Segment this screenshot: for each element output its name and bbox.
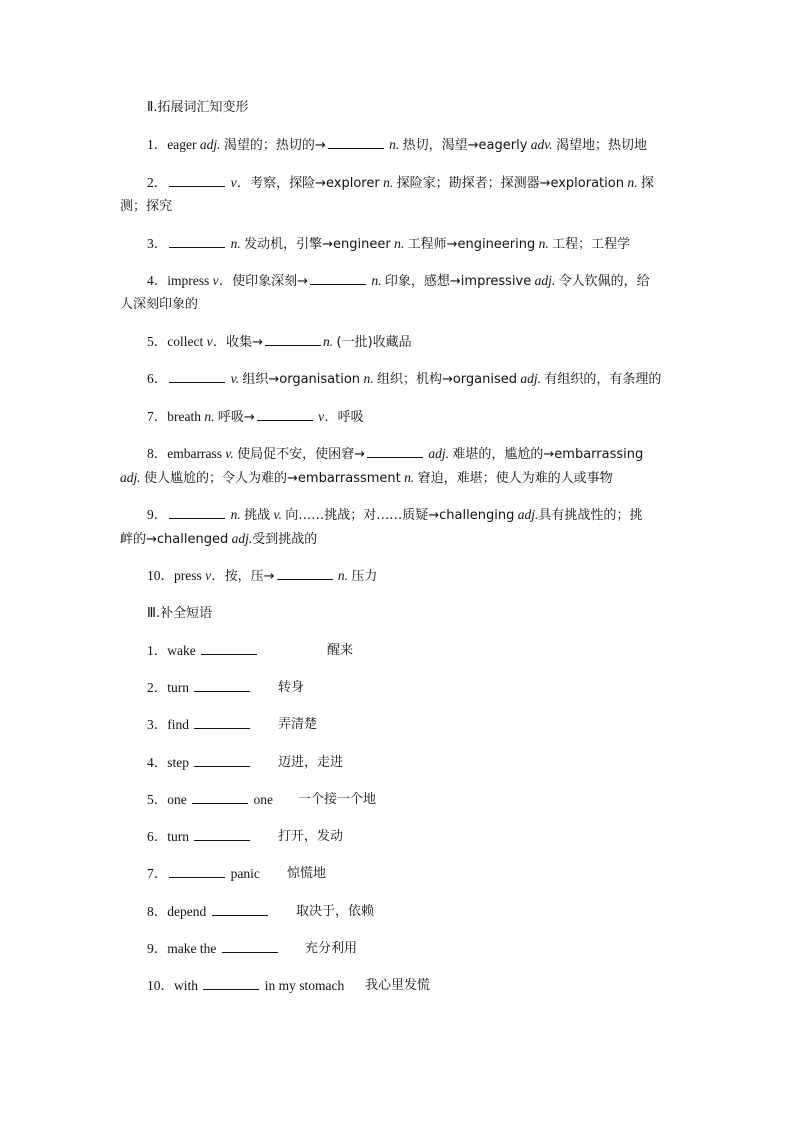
answer-blank[interactable] (194, 679, 250, 692)
phrase-item-8: 8．depend 取决于，依赖 (147, 904, 375, 919)
answer-blank[interactable] (310, 272, 366, 285)
answer-blank[interactable] (169, 174, 225, 187)
vocab-item-8: 8．embarrass v. 使局促不安，使困窘→ adj. 难堪的，尴尬的→embarrassing (147, 446, 644, 462)
phrase-item-2: 2．turn 转身 (147, 680, 305, 695)
item-number: 2． (147, 175, 168, 190)
vocab-item-3: 3． n. 发动机，引擎→engineer n. 工程师→engineering n. 工程；工程学 (147, 236, 631, 252)
answer-blank[interactable] (194, 828, 250, 841)
phrase-item-3: 3．find 弄清楚 (147, 717, 318, 732)
answer-blank[interactable] (212, 903, 268, 916)
vocab-item-9: 9． n. 挑战 v. 向……挑战；对……质疑→challenging adj.具有挑战性的；挑 (147, 507, 643, 523)
vocab-item-9-cont: 衅的→challenged adj.受到挑战的 (120, 531, 318, 547)
item-number: 9． (147, 507, 168, 522)
answer-blank[interactable] (257, 408, 313, 421)
answer-blank[interactable] (169, 370, 225, 383)
item-number: 6． (147, 371, 168, 386)
answer-blank[interactable] (194, 716, 250, 729)
item-number: 8． (147, 446, 168, 461)
item-number: 4． (147, 273, 168, 288)
phrase-item-7: 7． panic 惊慌地 (147, 866, 327, 881)
answer-blank[interactable] (367, 445, 423, 458)
answer-blank[interactable] (169, 865, 225, 878)
vocab-item-8-cont: adj. 使人尴尬的；令人为难的→embarrassment n. 窘迫，难堪；使人为难的人或事物 (120, 470, 613, 486)
answer-blank[interactable] (192, 791, 248, 804)
section3-heading: Ⅲ.补全短语 (147, 606, 213, 621)
item-number: 3． (147, 236, 168, 251)
item-number: 1． (147, 137, 168, 152)
item-number: 7． (147, 409, 168, 424)
vocab-item-2-cont: 测；探究 (120, 199, 173, 214)
phrase-item-4: 4．step 迈进，走进 (147, 755, 344, 770)
vocab-item-4: 4．impress v．使印象深刻→ n. 印象，感想→impressive adj. 令人钦佩的，给 (147, 273, 650, 289)
phrase-item-5: 5．one one 一个接一个地 (147, 792, 377, 807)
phrase-item-9: 9．make the 充分利用 (147, 941, 358, 956)
phrase-item-10: 10．with in my stomach 我心里发慌 (147, 978, 431, 993)
answer-blank[interactable] (265, 333, 321, 346)
answer-blank[interactable] (203, 977, 259, 990)
vocab-item-2: 2． v．考察，探险→explorer n. 探险家；勘探者；探测器→exploration n. 探 (147, 175, 654, 191)
phrase-item-6: 6．turn 打开，发动 (147, 829, 344, 844)
answer-blank[interactable] (194, 754, 250, 767)
item-number: 5． (147, 334, 168, 349)
answer-blank[interactable] (169, 235, 225, 248)
answer-blank[interactable] (201, 642, 257, 655)
vocab-item-5: 5．collect v．收集→ n. (一批)收藏品 (147, 334, 412, 350)
section2-heading: Ⅱ.拓展词汇知变形 (147, 100, 249, 115)
answer-blank[interactable] (222, 940, 278, 953)
answer-blank[interactable] (277, 567, 333, 580)
vocab-item-10: 10．press v．按，压→ n. 压力 (147, 568, 378, 584)
item-number: 10． (147, 568, 174, 583)
vocab-item-4-cont: 人深刻印象的 (120, 297, 199, 312)
vocab-item-7: 7．breath n. 呼吸→ v．呼吸 (147, 409, 364, 425)
vocab-item-6: 6． v. 组织→organisation n. 组织；机构→organised adj. 有组织的，有条理的 (147, 371, 662, 387)
answer-blank[interactable] (328, 136, 384, 149)
phrase-item-1: 1．wake 醒来 (147, 643, 354, 658)
answer-blank[interactable] (169, 506, 225, 519)
vocab-item-1: 1．eager adj. 渴望的；热切的→ n. 热切，渴望→eagerly adv. 渴望地；热切地 (147, 137, 648, 153)
